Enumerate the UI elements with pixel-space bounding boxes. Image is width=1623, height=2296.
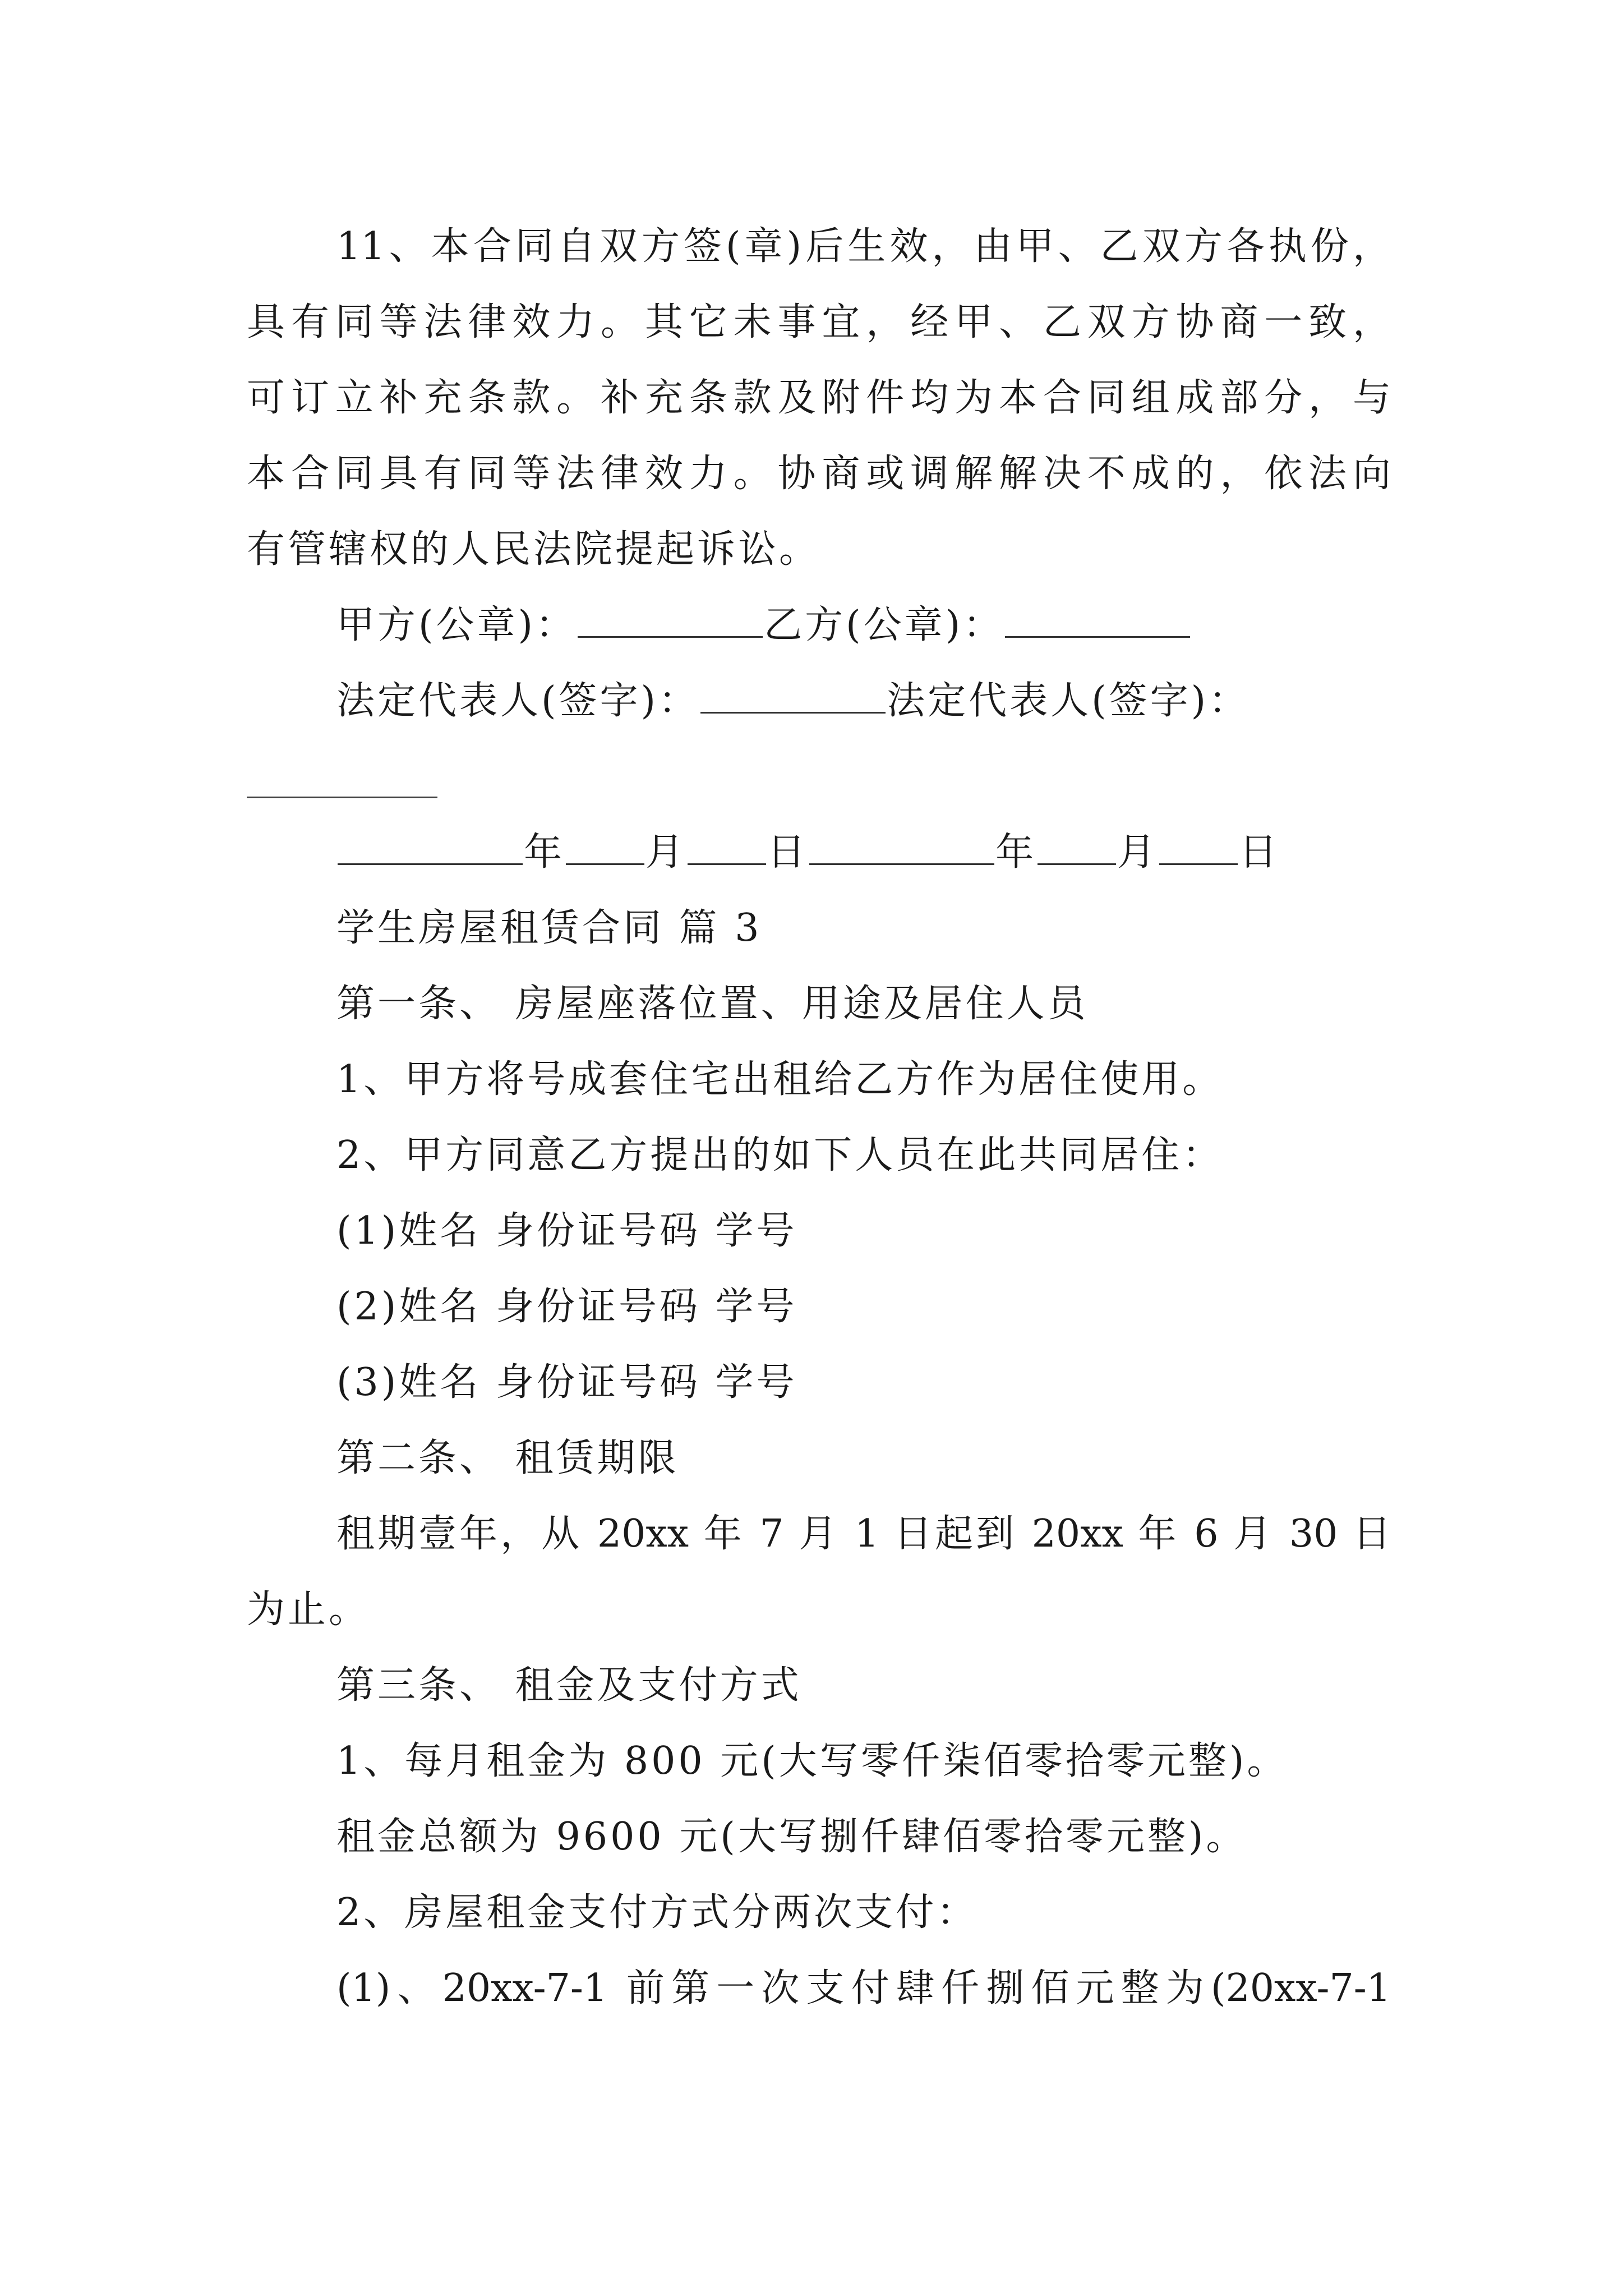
article3-item2: 2、房屋租金支付方式分两次支付：: [336, 1890, 978, 1935]
article1-person1: (1)姓名 身份证号码 学号: [336, 1209, 797, 1253]
article1-item2: 2、甲方同意乙方提出的如下人员在此共同居住：: [336, 1133, 1224, 1177]
month-a-label: 月: [645, 830, 687, 875]
article1-heading: 第一条、 房屋座落位置、用途及居住人员: [336, 982, 1089, 1026]
clause11-line4: 本合同具有同等法律效力。协商或调解解决不成的，依法向: [247, 452, 1391, 496]
day-a-label: 日: [767, 830, 809, 875]
article2-line2: 为止。: [247, 1588, 370, 1632]
year-b-label: 年: [995, 830, 1037, 875]
clause11-line1: 11、本合同自双方签(章)后生效，由甲、乙双方各执份，: [336, 224, 1391, 269]
contract3-title: 学生房屋租赁合同 篇 3: [336, 906, 762, 950]
representative-row: [336, 676, 1249, 726]
day-b-blank: [1159, 829, 1238, 865]
date-row: [336, 827, 1280, 878]
day-a-blank: [688, 829, 766, 865]
article2-heading: 第二条、 租赁期限: [336, 1436, 679, 1480]
article3-heading: 第三条、 租金及支付方式: [336, 1663, 802, 1708]
rep-a-label: 法定代表人(签字)：: [336, 679, 700, 723]
article2-line1: 租期壹年，从 20xx 年 7 月 1 日起到 20xx 年 6 月 30 日: [336, 1512, 1391, 1556]
seal-row: [336, 600, 1191, 651]
article3-total: 租金总额为 9600 元(大写捌仟肆佰零拾零元整)。: [336, 1815, 1247, 1859]
article1-item1: 1、甲方将号成套住宅出租给乙方作为居住使用。: [336, 1057, 1224, 1102]
article3-item1: 1、每月租金为 800 元(大写零仟柒佰零拾零元整)。: [336, 1739, 1288, 1783]
party-a-seal-label: 甲方(公章)：: [336, 603, 577, 647]
month-b-blank: [1038, 829, 1116, 865]
clause11-line3: 可订立补充条款。补充条款及附件均为本合同组成部分，与: [247, 376, 1391, 420]
article3-sub1: (1)、20xx-7-1 前第一次支付肆仟捌佰元整为(20xx-7-1: [336, 1966, 1391, 2010]
rep-b-label: 法定代表人(签字)：: [887, 679, 1250, 723]
month-a-blank: [566, 829, 644, 865]
article1-person3: (3)姓名 身份证号码 学号: [336, 1360, 797, 1405]
year-a-blank: [338, 829, 523, 865]
day-b-label: 日: [1239, 830, 1280, 875]
clause11-line2: 具有同等法律效力。其它未事宜，经甲、乙双方协商一致，: [247, 300, 1391, 344]
year-b-blank: [809, 829, 994, 865]
clause11-line5: 有管辖权的人民法院提起诉讼。: [247, 527, 820, 572]
article1-person2: (2)姓名 身份证号码 学号: [336, 1285, 797, 1329]
month-b-label: 月: [1117, 830, 1159, 875]
rep-a-blank: [700, 677, 886, 714]
party-b-seal-label: 乙方(公章)：: [764, 603, 1004, 647]
party-b-seal-blank: [1005, 601, 1190, 638]
rep-b-blank: [247, 797, 437, 798]
party-a-seal-blank: [578, 601, 763, 638]
year-a-label: 年: [524, 830, 565, 875]
